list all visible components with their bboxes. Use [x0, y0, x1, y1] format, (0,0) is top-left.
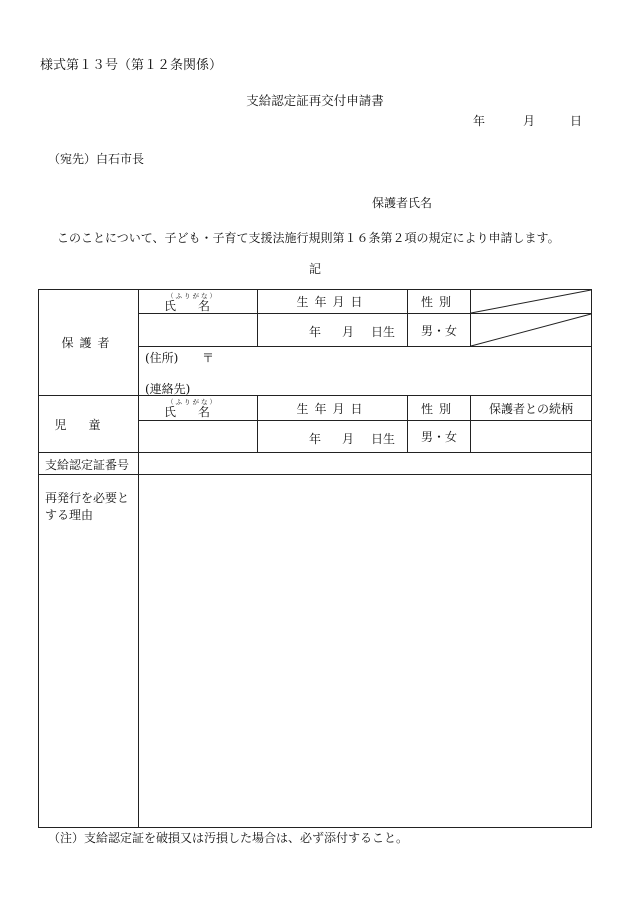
form-number: 様式第１３号（第１２条関係） — [40, 58, 223, 73]
ki-heading: 記 — [308, 262, 321, 276]
date-month-label: 月 — [523, 114, 536, 128]
relationship-field[interactable] — [471, 421, 591, 452]
document-title: 支給認定証再交付申請書 — [246, 93, 384, 108]
child-sex-header: 性別 — [420, 401, 457, 416]
guardian-sex-options[interactable]: 男・女 — [420, 323, 457, 338]
child-name-field[interactable] — [139, 421, 257, 452]
guardian-birth-day: 日生 — [371, 325, 396, 339]
child-furigana: （ふりがな） — [167, 398, 218, 406]
child-label: 児童 — [54, 417, 123, 432]
footnote: （注）支給認定証を破損又は汚損した場合は、必ず添付すること。 — [48, 831, 409, 845]
guardian-name-header: 氏名 — [163, 298, 232, 313]
date-day-label: 日 — [570, 114, 583, 128]
addressee: （宛先）白石市長 — [48, 152, 145, 166]
guardian-birth-month: 月 — [342, 325, 355, 339]
guardian-contact-label: (連絡先) — [145, 382, 191, 396]
reason-field[interactable] — [139, 475, 591, 827]
child-name-header: 氏名 — [163, 405, 232, 419]
guardian-furigana: （ふりがな） — [167, 292, 218, 300]
child-sex-options[interactable]: 男・女 — [420, 430, 457, 444]
date-year-label: 年 — [473, 114, 486, 128]
guardian-sex-header: 性別 — [420, 295, 457, 309]
guardian-name-label: 保護者氏名 — [372, 196, 433, 210]
child-birth-month: 月 — [342, 432, 355, 446]
child-birth-day: 日生 — [371, 432, 396, 446]
child-birthdate-header: 生年月日 — [296, 401, 369, 416]
guardian-address-label: (住所) — [145, 351, 179, 365]
relationship-header: 保護者との続柄 — [488, 401, 573, 416]
guardian-birthdate-header: 生年月日 — [296, 295, 369, 309]
postal-mark: 〒 — [202, 351, 215, 365]
reason-label: 再発行を必要とする理由 — [45, 491, 130, 522]
application-statement: このことについて、子ども・子育て支援法施行規則第１６条第２項の規定により申請します。 — [57, 231, 560, 245]
guardian-name-field[interactable] — [139, 314, 257, 346]
certificate-number-label: 支給認定証番号 — [45, 458, 130, 472]
child-birth-year: 年 — [309, 432, 322, 446]
guardian-birth-year: 年 — [309, 325, 322, 339]
certificate-number-field[interactable] — [139, 453, 591, 474]
guardian-label: 保護者 — [61, 336, 116, 350]
